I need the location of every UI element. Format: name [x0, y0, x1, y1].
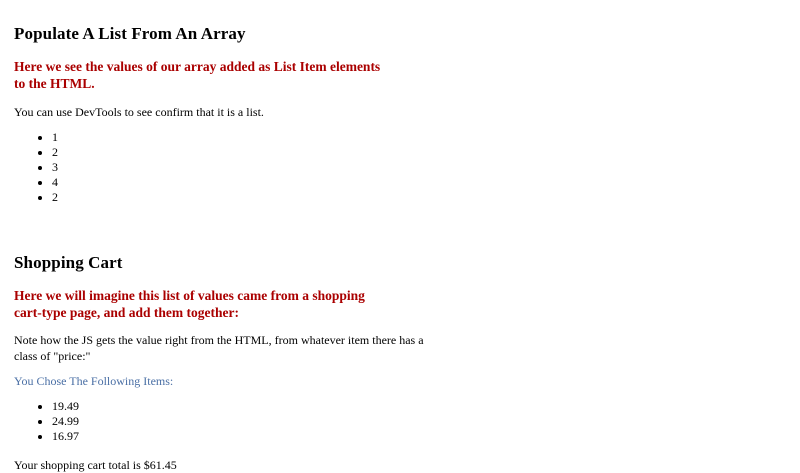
- page-title-cart-section: Shopping Cart: [14, 252, 123, 272]
- array-values-list: [14, 130, 786, 204]
- chosen-items-label: You Chose The Following Items:: [14, 374, 174, 389]
- page-title-array-section: Populate A List From An Array: [14, 24, 246, 43]
- list-item: • 4: [52, 175, 786, 190]
- list-item: • 19.49: [52, 399, 786, 414]
- section-divider-spacer: [14, 205, 786, 253]
- cart-total-text: Your shopping cart total is $61.45: [14, 457, 177, 472]
- list-item: • 2: [52, 190, 786, 205]
- list-item: • 16.97: [52, 429, 786, 444]
- cart-items-list: [14, 399, 786, 444]
- array-section-note: You can use DevTools to see confirm that it is a list.: [14, 104, 264, 119]
- array-section-highlight: Here we see the values of our array added as List Item elements to the HTML.: [14, 59, 381, 92]
- list-item: • 3: [52, 160, 786, 175]
- list-item: • 1: [52, 130, 786, 145]
- list-item: • 24.99: [52, 414, 786, 429]
- cart-section-highlight: Here we will imagine this list of values came from a shopping cart-type page, and add them together:: [14, 287, 365, 320]
- list-item: • 2: [52, 145, 786, 160]
- cart-section-note: Note how the JS gets the value right from the HTML, from whatever item there has a class of "price:": [14, 333, 424, 363]
